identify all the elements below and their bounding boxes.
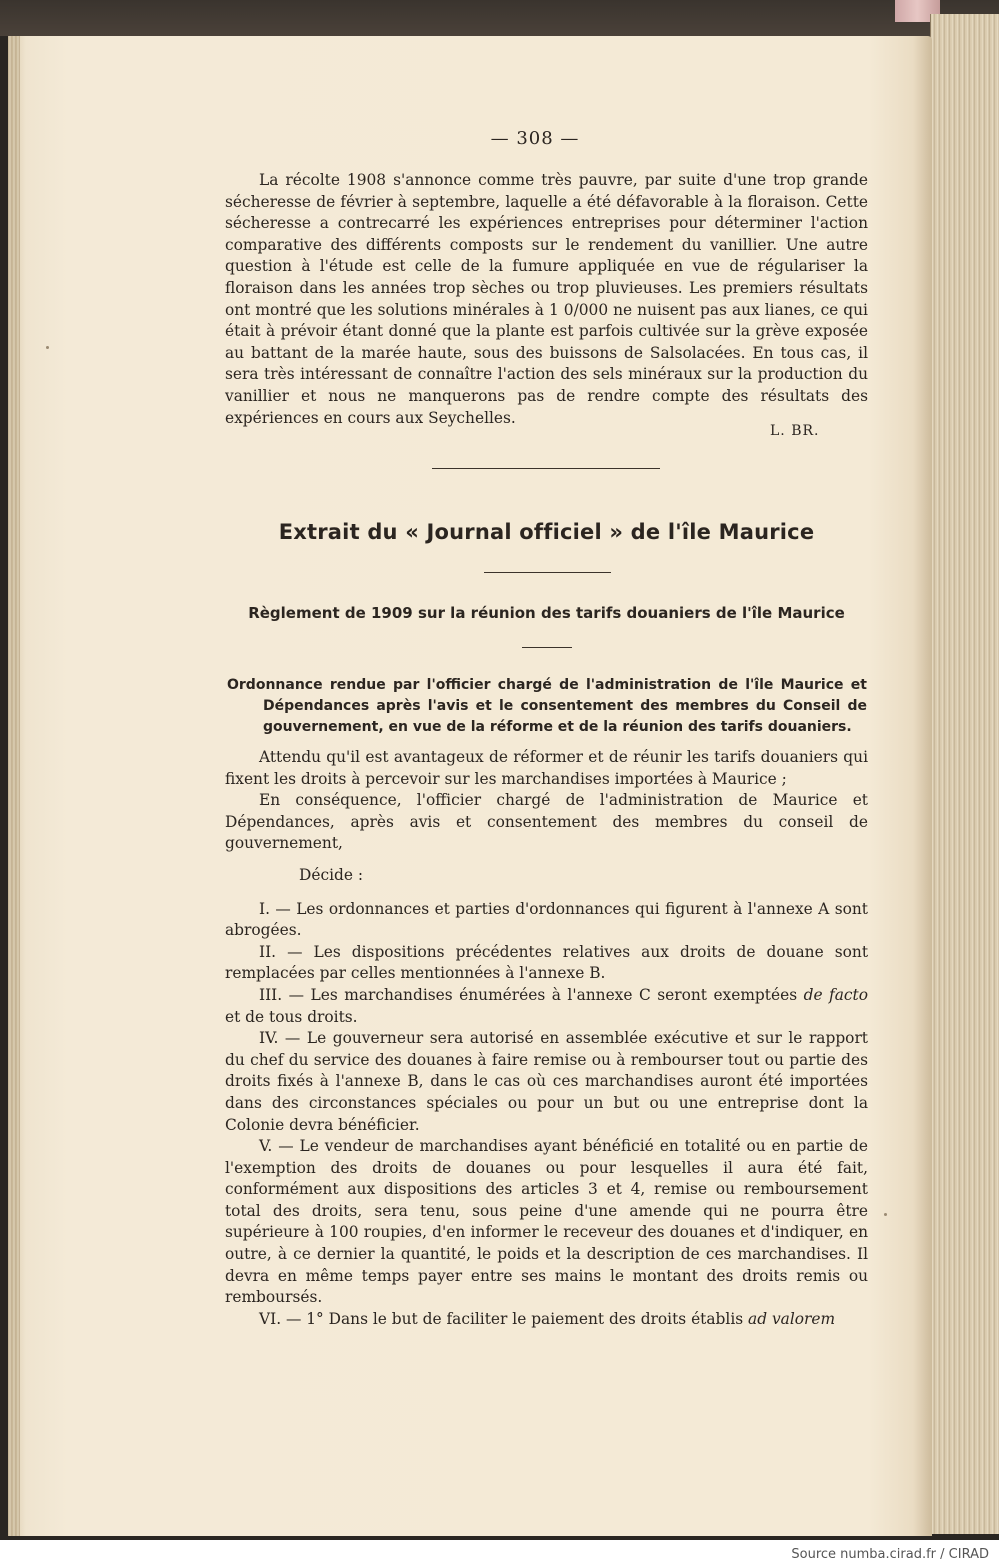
- article-subtitle: Règlement de 1909 sur la réunion des tarifs douaniers de l'île Maurice: [248, 604, 845, 622]
- paper-speck: [46, 346, 49, 349]
- preamble-1: Attendu qu'il est avantageux de réformer et de réunir les tarifs douaniers qui fixent les droits à percevoir sur les marchandises importées à Maurice ;: [225, 748, 868, 788]
- article-5: V. — Le vendeur de marchandises ayant bénéficié en totalité ou en partie de l'exemption des droits de douanes ou pour lesquelles il aura été fait, conformément aux dispositions des articles 3 et 4, remise ou remboursement total des droits, sera tenu, sous peine d'une amende qui ne pourra être supérieure à 100 roupies, d'en informer le receveur des douanes et d'indiquer, en outre, à ce dernier la quantité, le poids et la description de ces marchandises. Il devra en même temps payer entre ses mains le montant des droits remis ou remboursés.: [225, 1137, 868, 1307]
- article-6-italic: ad valorem: [748, 1309, 836, 1328]
- article-3-italic: de facto: [803, 985, 868, 1004]
- article-title: Extrait du « Journal officiel » de l'île Maurice: [278, 520, 815, 544]
- signature: L. BR.: [770, 423, 820, 439]
- article-1: I. — Les ordonnances et parties d'ordonnances qui figurent à l'annexe A sont abrogées.: [225, 899, 868, 940]
- decide-line: Décide :: [299, 865, 364, 884]
- paper-speck: [884, 1213, 887, 1216]
- preamble-2: En conséquence, l'officier chargé de l'administration de Maurice et Dépendances, après avis et consentement des membres du conseil de gouvernement,: [225, 791, 868, 853]
- ordonnance-heading: Ordonnance rendue par l'officier chargé de l'administration de l'île Maurice et Dépendances après l'avis et le consentement des membres du Conseil de gouvernement, en vue de la réforme et de la réunion des tarifs douaniers.: [227, 677, 867, 735]
- article-6-text: VI. — 1° Dans le but de faciliter le paiement des droits établis: [259, 1309, 744, 1328]
- article-4: IV. — Le gouverneur sera autorisé en assemblée exécutive et sur le rapport du chef du service des douanes à faire remise ou à rembourser tout ou partie des droits fixés à l'annexe B, dans le cas où ces marchandises auront été importées dans des circonstances spéciales ou pour un but ou une entreprise dont la Colonie devra bénéficier.: [225, 1029, 868, 1134]
- page-number: — 308 —: [490, 128, 580, 149]
- title-divider: [484, 572, 611, 573]
- article-3-text-end: et de tous droits.: [225, 1007, 358, 1026]
- article-6: [225, 1309, 868, 1331]
- section-divider: [432, 468, 660, 469]
- book-top-edge: [0, 0, 999, 36]
- decree-body: [225, 747, 868, 1330]
- page-stack-right: [930, 14, 999, 1534]
- intro-text: La récolte 1908 s'annonce comme très pauvre, par suite d'une trop grande sécheresse de février à septembre, laquelle a été défavorable à la floraison. Cette sécheresse a contrecarré les expériences entreprises pour déterminer l'action comparative des différents composts sur le rendement du vanillier. Une autre question à l'étude est celle de la fumure appliquée en vue de régulariser la floraison dans les années trop sèches ou trop pluvieuses. Les premiers résultats ont montré que les solutions minérales à 1 0/000 ne nuisent pas aux lianes, ce qui était à prévoir étant donné que la plante est parfois cultivée sur la grève exposée au battant de la marée haute, sous des buissons de Salsolacées. En tous cas, il sera très intéressant de connaître l'action des sels minéraux sur la production du vanillier et nous ne manquerons pas de rendre compte des résultats des expériences en cours aux Seychelles.: [225, 171, 868, 427]
- source-credit: Source numba.cirad.fr / CIRAD: [791, 1547, 989, 1562]
- intro-paragraph: [225, 170, 868, 429]
- article-3: [225, 985, 868, 1028]
- subtitle-divider: [522, 647, 572, 648]
- article-3-text: III. — Les marchandises énumérées à l'annexe C seront exemptées: [259, 985, 798, 1004]
- article-2: II. — Les dispositions précédentes relatives aux droits de douane sont remplacées par celles mentionnées à l'annexe B.: [225, 942, 868, 983]
- page-left-edge: [8, 36, 20, 1536]
